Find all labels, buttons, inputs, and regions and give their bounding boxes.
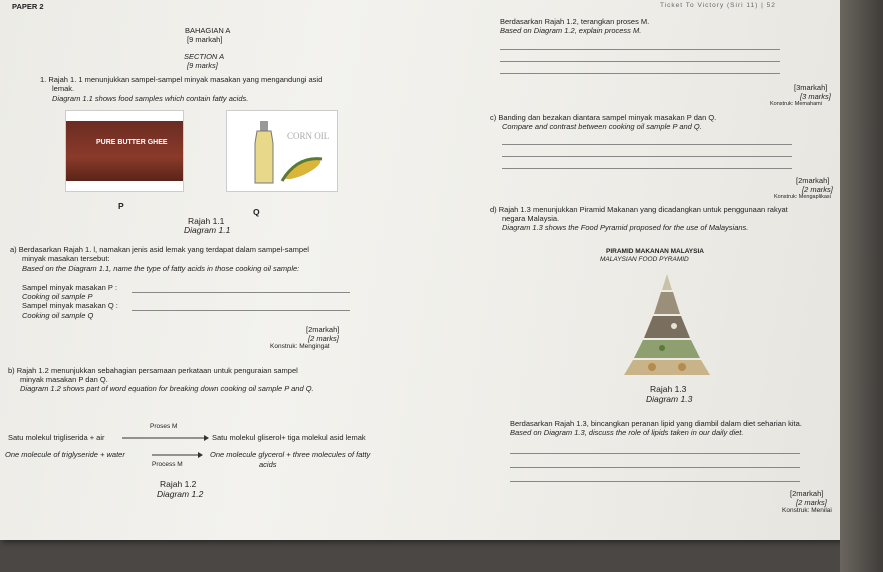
qa-marks-en: [2 marks] bbox=[308, 334, 339, 343]
q1-stem-ms-cont: lemak. bbox=[52, 84, 75, 93]
answer-line[interactable] bbox=[502, 168, 792, 169]
paper-number: PAPER 2 bbox=[12, 2, 44, 11]
equation-en-right: One molecule glycerol + three molecules of fatty bbox=[210, 450, 371, 459]
process-m-bottom: Process M bbox=[152, 461, 183, 468]
qc-marks-en: [2 marks] bbox=[802, 185, 833, 194]
answer-line[interactable] bbox=[500, 73, 780, 74]
answer-line[interactable] bbox=[500, 61, 780, 62]
q1-stem-ms: 1. Rajah 1. 1 menunjukkan sampel-sampel minyak masakan yang mengandungi asid bbox=[40, 75, 323, 84]
qb-stem-ms-cont: minyak masakan P dan Q. bbox=[20, 375, 108, 384]
q1b-ii-stem-en: Based on Diagram 1.2, explain process M. bbox=[500, 26, 642, 35]
corn-oil-label: CORN OIL bbox=[287, 131, 330, 141]
process-m-top: Proses M bbox=[150, 423, 178, 430]
label-p: P bbox=[118, 201, 124, 211]
qa-stem-ms: a) Berdasarkan Rajah 1. l, namakan jenis asid lemak yang terdapat dalam sampel-sampel bbox=[10, 245, 309, 254]
qb-stem-en: Diagram 1.2 shows part of word equation for breaking down cooking oil sample P and Q. bbox=[20, 384, 314, 393]
figure3-caption-ms: Rajah 1.3 bbox=[650, 384, 687, 394]
label-q: Q bbox=[253, 207, 260, 217]
section-title-ms: BAHAGIAN A bbox=[185, 26, 231, 35]
equation-arrow-ms bbox=[120, 434, 210, 442]
figure3-caption-en: Diagram 1.3 bbox=[646, 394, 693, 404]
figure1-caption-ms: Rajah 1.1 bbox=[188, 216, 225, 226]
section-marks-ms: [9 markah] bbox=[187, 35, 223, 44]
qe-stem-ms: Berdasarkan Rajah 1.3, bincangkan peranan lipid yang diambil dalam diet seharian kita. bbox=[510, 419, 802, 428]
q1-stem-en: Diagram 1.1 shows food samples which contain fatty acids. bbox=[52, 94, 249, 103]
section-marks-en: [9 marks] bbox=[187, 61, 218, 70]
equation-en-left: One molecule of triglyseride + water bbox=[5, 450, 125, 459]
qa-stem-en: Based on the Diagram 1.1, name the type of fatty acids in those cooking oil sample: bbox=[22, 264, 300, 273]
q1b-konstruk: Konstruk: Memahami bbox=[770, 101, 822, 107]
sample-q-answer-line[interactable] bbox=[132, 310, 350, 311]
qc-konstruk: Konstruk: Mengaplikasi bbox=[774, 194, 831, 200]
qd-stem-ms: d) Rajah 1.3 menunjukkan Piramid Makanan yang dicadangkan untuk penggunaan rakyat bbox=[490, 205, 788, 214]
qb-stem-ms: b) Rajah 1.2 menunjukkan sebahagian persamaan perkataan untuk penguraian sampel bbox=[8, 366, 298, 375]
qe-stem-en: Based on Diagram 1.3, discuss the role of lipids taken in our daily diet. bbox=[510, 428, 744, 437]
sample-p-label-ms: Sampel minyak masakan P : bbox=[22, 283, 117, 292]
qe-marks-ms: [2markah] bbox=[790, 489, 824, 498]
ghee-label: PURE BUTTER GHEE bbox=[96, 139, 168, 146]
equation-arrow-en bbox=[150, 451, 205, 459]
figure1-caption-en: Diagram 1.1 bbox=[184, 225, 231, 235]
background-surface bbox=[840, 0, 883, 572]
qa-marks-ms: [2markah] bbox=[306, 325, 340, 334]
sample-p-label-en: Cooking oil sample P bbox=[22, 292, 93, 301]
figure2-caption-en: Diagram 1.2 bbox=[157, 489, 204, 499]
food-pyramid-image bbox=[612, 272, 722, 377]
qe-marks-en: [2 marks] bbox=[796, 498, 827, 507]
sample-q-label-ms: Sampel minyak masakan Q : bbox=[22, 301, 118, 310]
q1b-marks-ms: [3markah] bbox=[794, 83, 828, 92]
q1b-ii-stem-ms: Berdasarkan Rajah 1.2, terangkan proses M. bbox=[500, 17, 650, 26]
qd-stem-ms-cont: negara Malaysia. bbox=[502, 214, 560, 223]
corn-oil-image bbox=[226, 110, 338, 192]
qc-marks-ms: [2markah] bbox=[796, 176, 830, 185]
page-header-right: Ticket To Victory (Siri 11) | 52 bbox=[660, 2, 776, 9]
ghee-image bbox=[65, 110, 184, 192]
q1b-marks-en: [3 marks] bbox=[800, 92, 831, 101]
qe-konstruk: Konstruk: Menilai bbox=[782, 507, 832, 514]
qa-konstruk: Konstruk: Mengingat bbox=[270, 343, 330, 350]
answer-line[interactable] bbox=[500, 49, 780, 50]
answer-line[interactable] bbox=[510, 467, 800, 468]
qc-stem-ms: c) Banding dan bezakan diantara sampel minyak masakan P dan Q. bbox=[490, 113, 717, 122]
answer-line[interactable] bbox=[510, 453, 800, 454]
pyramid-title-en: MALAYSIAN FOOD PYRAMID bbox=[600, 256, 689, 263]
qa-stem-ms-cont: minyak masakan tersebut: bbox=[22, 254, 110, 263]
figure2-caption-ms: Rajah 1.2 bbox=[160, 479, 197, 489]
answer-line[interactable] bbox=[502, 156, 792, 157]
equation-en-acids: acids bbox=[259, 460, 277, 469]
pyramid-title-ms: PIRAMID MAKANAN MALAYSIA bbox=[606, 248, 704, 255]
qd-stem-en: Diagram 1.3 shows the Food Pyramid proposed for the use of Malaysians. bbox=[502, 223, 749, 232]
qc-stem-en: Compare and contrast between cooking oil sample P and Q. bbox=[502, 122, 702, 131]
answer-line[interactable] bbox=[510, 481, 800, 482]
sample-p-answer-line[interactable] bbox=[132, 292, 350, 293]
equation-ms-right: Satu molekul gliserol+ tiga molekul asid lemak bbox=[212, 433, 366, 442]
sample-q-label-en: Cooking oil sample Q bbox=[22, 311, 94, 320]
equation-ms-left: Satu molekul trigliserida + air bbox=[8, 433, 105, 442]
answer-line[interactable] bbox=[502, 144, 792, 145]
section-title-en: SECTION A bbox=[184, 52, 225, 61]
